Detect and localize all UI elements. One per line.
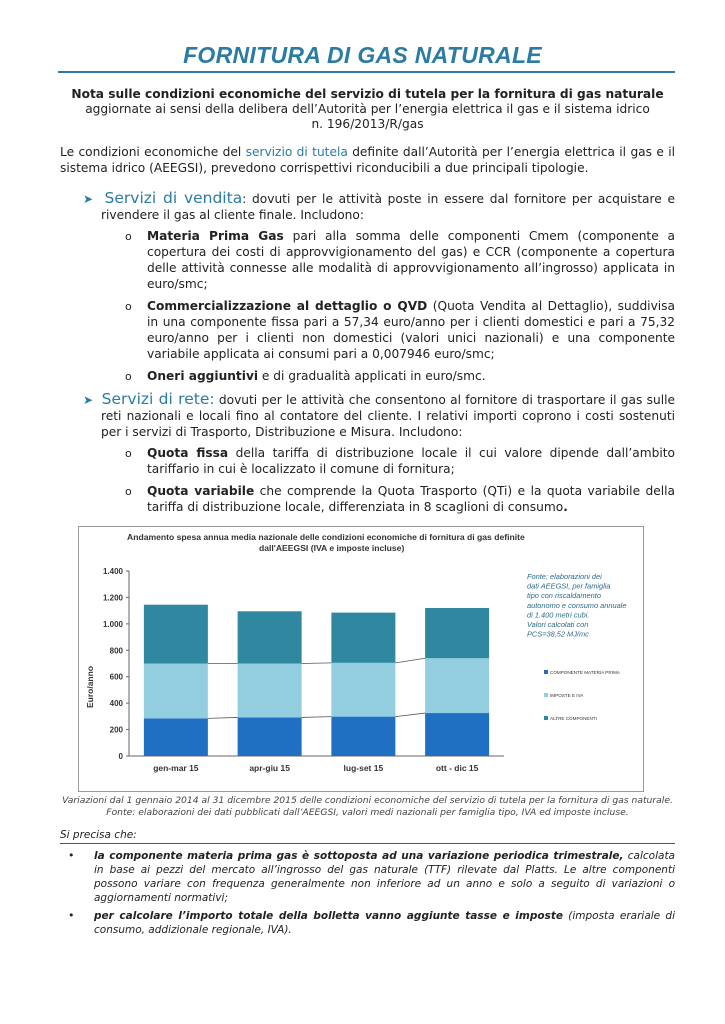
section-rete-heading: Servizi di rete: [101, 390, 215, 408]
chart-caption-line2: Fonte: elaborazioni dei dati pubblicati dall’AEEGSI, valori medi nazionali per famiglia tipo, IVA ed imposte incluse. [106, 807, 629, 818]
list-item: o Commercializzazione al dettaglio o QVD (Quota Vendita al Dettaglio), suddivisa in una componente fissa pari a 57,34 euro/anno per i clienti domestici e pari a 75,32 euro/anno per i clienti non domestici (valori unici nazionali) e una componente variabile applicata ai consumi pari a 0,007946 euro/smc; [125, 299, 675, 361]
bar-segment [425, 658, 489, 713]
series-connector-line [395, 658, 425, 663]
title-rule [58, 71, 675, 73]
document-title: FORNITURA DI GAS NATURALE [183, 42, 542, 68]
chart-note-line: Valori calcolati con [527, 620, 589, 629]
chart-note-line: autonomo e consumo annuale [527, 600, 627, 610]
subtitle-line1: Nota sulle condizioni economiche del servizio di tutela per la fornitura di gas naturale [71, 87, 664, 101]
list-item: • la componente materia prima gas è sottoposta ad una variazione periodica trimestrale, calcolata in base ai pezzi del mercato all’ingrosso del gas naturale (TTF) rilevate dal Platts. Le altre componenti possono variare con frequenza generalmente non inferiore ad un anno e solo a seguito di variazioni o aggiornamenti normativi; [68, 849, 675, 904]
bar-segment [331, 613, 395, 663]
intro-paragraph: Le condizioni economiche del servizio di tutela definite dall’Autorità per l’energia elettrica il gas e il sistema idrico (AEEGSI), prevedono corrispettivi riconducibili a due principali tipologie. [60, 145, 676, 175]
y-tick-label: 400 [109, 699, 123, 709]
bar-segment [144, 605, 208, 664]
chart-note-line: tipo con riscaldamento [527, 591, 601, 601]
x-tick-label: ott - dic 15 [435, 763, 479, 773]
y-tick-label: 600 [109, 672, 123, 682]
legend-label: IMPOSTE E IVA [550, 693, 584, 698]
subtitle-line2: aggiornate ai sensi della delibera dell’Autorità per l’energia elettrica il gas e il sistema idrico [85, 102, 650, 116]
bar-segment [238, 611, 302, 663]
x-tick-label: gen-mar 15 [153, 763, 199, 773]
series-connector-line [208, 717, 238, 718]
notes-rule [60, 843, 675, 844]
y-tick-label: 800 [109, 646, 123, 656]
chart-note-line: Fonte: elaborazioni dei [527, 572, 602, 581]
legend-label: ALTRE COMPONENTI [550, 716, 597, 721]
list-item: • per calcolare l’importo totale della bolletta vanno aggiunte tasse e imposte (imposta erariale di consumo, addizionale regionale, IVA). [68, 909, 676, 936]
y-axis-label: Euro/anno [85, 665, 95, 709]
bar-segment [238, 664, 302, 718]
section-vendita: ➤ Servizi di vendita: dovuti per le attività poste in essere dal fornitore per acquistare e rivendere il gas al cliente finale. Includono: [83, 189, 675, 222]
y-tick-label: 1.400 [102, 567, 123, 576]
y-tick-label: 0 [118, 752, 123, 761]
chart-container [78, 526, 644, 792]
intro-highlight: servizio di tutela [245, 145, 348, 159]
legend-swatch [544, 670, 548, 674]
legend-label: COMPONENTE MATERIA PRIMA [550, 670, 620, 675]
section-rete: ➤ Servizi di rete: dovuti per le attività che consentono al fornitore di trasportare il gas sulle reti nazionali e locali fino al contatore del cliente. I relativi importi coprono i costi sostenuti per i servizi di Trasporto, Distribuzione e Misura. Includono: [83, 390, 675, 439]
chart-note-line: di 1.400 metri cubi. [527, 610, 590, 620]
arrow-bullet-icon: ➤ [83, 192, 94, 206]
chart-note-line: dati AEEGSI, per famiglia [527, 581, 611, 591]
bar-segment [331, 717, 395, 756]
chart-caption-line1: Variazioni dal 1 gennaio 2014 al 31 dicembre 2015 delle condizioni economiche del servizio di tutela per la fornitura di gas naturale. [62, 795, 673, 806]
bar-segment [144, 664, 208, 719]
list-item: o Quota variabile che comprende la Quota Trasporto (QTi) e la quota variabile della tariffa di distribuzione locale, differenziata in 8 scaglioni di consumo. [125, 484, 675, 514]
bar-segment [144, 718, 208, 756]
legend-swatch [544, 693, 548, 697]
notes-heading: Si precisa che: [60, 829, 137, 841]
y-tick-label: 1.200 [102, 593, 123, 603]
arrow-bullet-icon: ➤ [83, 393, 94, 407]
series-connector-line [395, 713, 425, 717]
rete-list [125, 445, 675, 515]
list-item: o Oneri aggiuntivi e di gradualità applicati in euro/smc. [125, 369, 486, 383]
chart-legend [544, 670, 621, 721]
chart-note-line: PCS=38,52 MJ/mc [527, 629, 589, 639]
list-item: o Materia Prima Gas pari alla somma delle componenti Cmem (componente a copertura dei costi di approvvigionamento del gas) e CCR (componente a copertura delle attività connesse alle modalità di approvvigionamento all’ingrosso) applicata in euro/smc; [125, 229, 675, 291]
series-connector-line [302, 663, 332, 664]
notes-list [68, 849, 675, 937]
x-tick-label: apr-giu 15 [249, 763, 290, 773]
y-tick-label: 1.000 [102, 619, 123, 629]
subtitle-line3: n. 196/2013/R/gas [311, 117, 424, 131]
chart-title: Andamento spesa annua media nazionale delle condizioni economiche di fornitura di gas definite [127, 532, 525, 542]
section-vendita-heading: Servizi di vendita [104, 189, 243, 207]
legend-swatch [544, 716, 548, 720]
series-connector-line [302, 717, 332, 718]
vendita-list [125, 228, 675, 384]
y-tick-label: 200 [109, 725, 123, 735]
x-tick-label: lug-set 15 [343, 763, 384, 773]
list-item: o Quota fissa della tariffa di distribuzione locale il cui valore dipende dall’ambito tariffario in cui è localizzato il comune di fornitura; [125, 446, 675, 476]
bar-segment [425, 713, 489, 756]
chart-note [527, 572, 626, 639]
bar-segment [425, 608, 489, 658]
stacked-bar-chart [79, 527, 643, 791]
chart-title-line2: dall'AEEGSI (IVA e imposte incluse) [259, 543, 405, 553]
bar-segment [331, 663, 395, 717]
bar-segment [238, 717, 302, 756]
